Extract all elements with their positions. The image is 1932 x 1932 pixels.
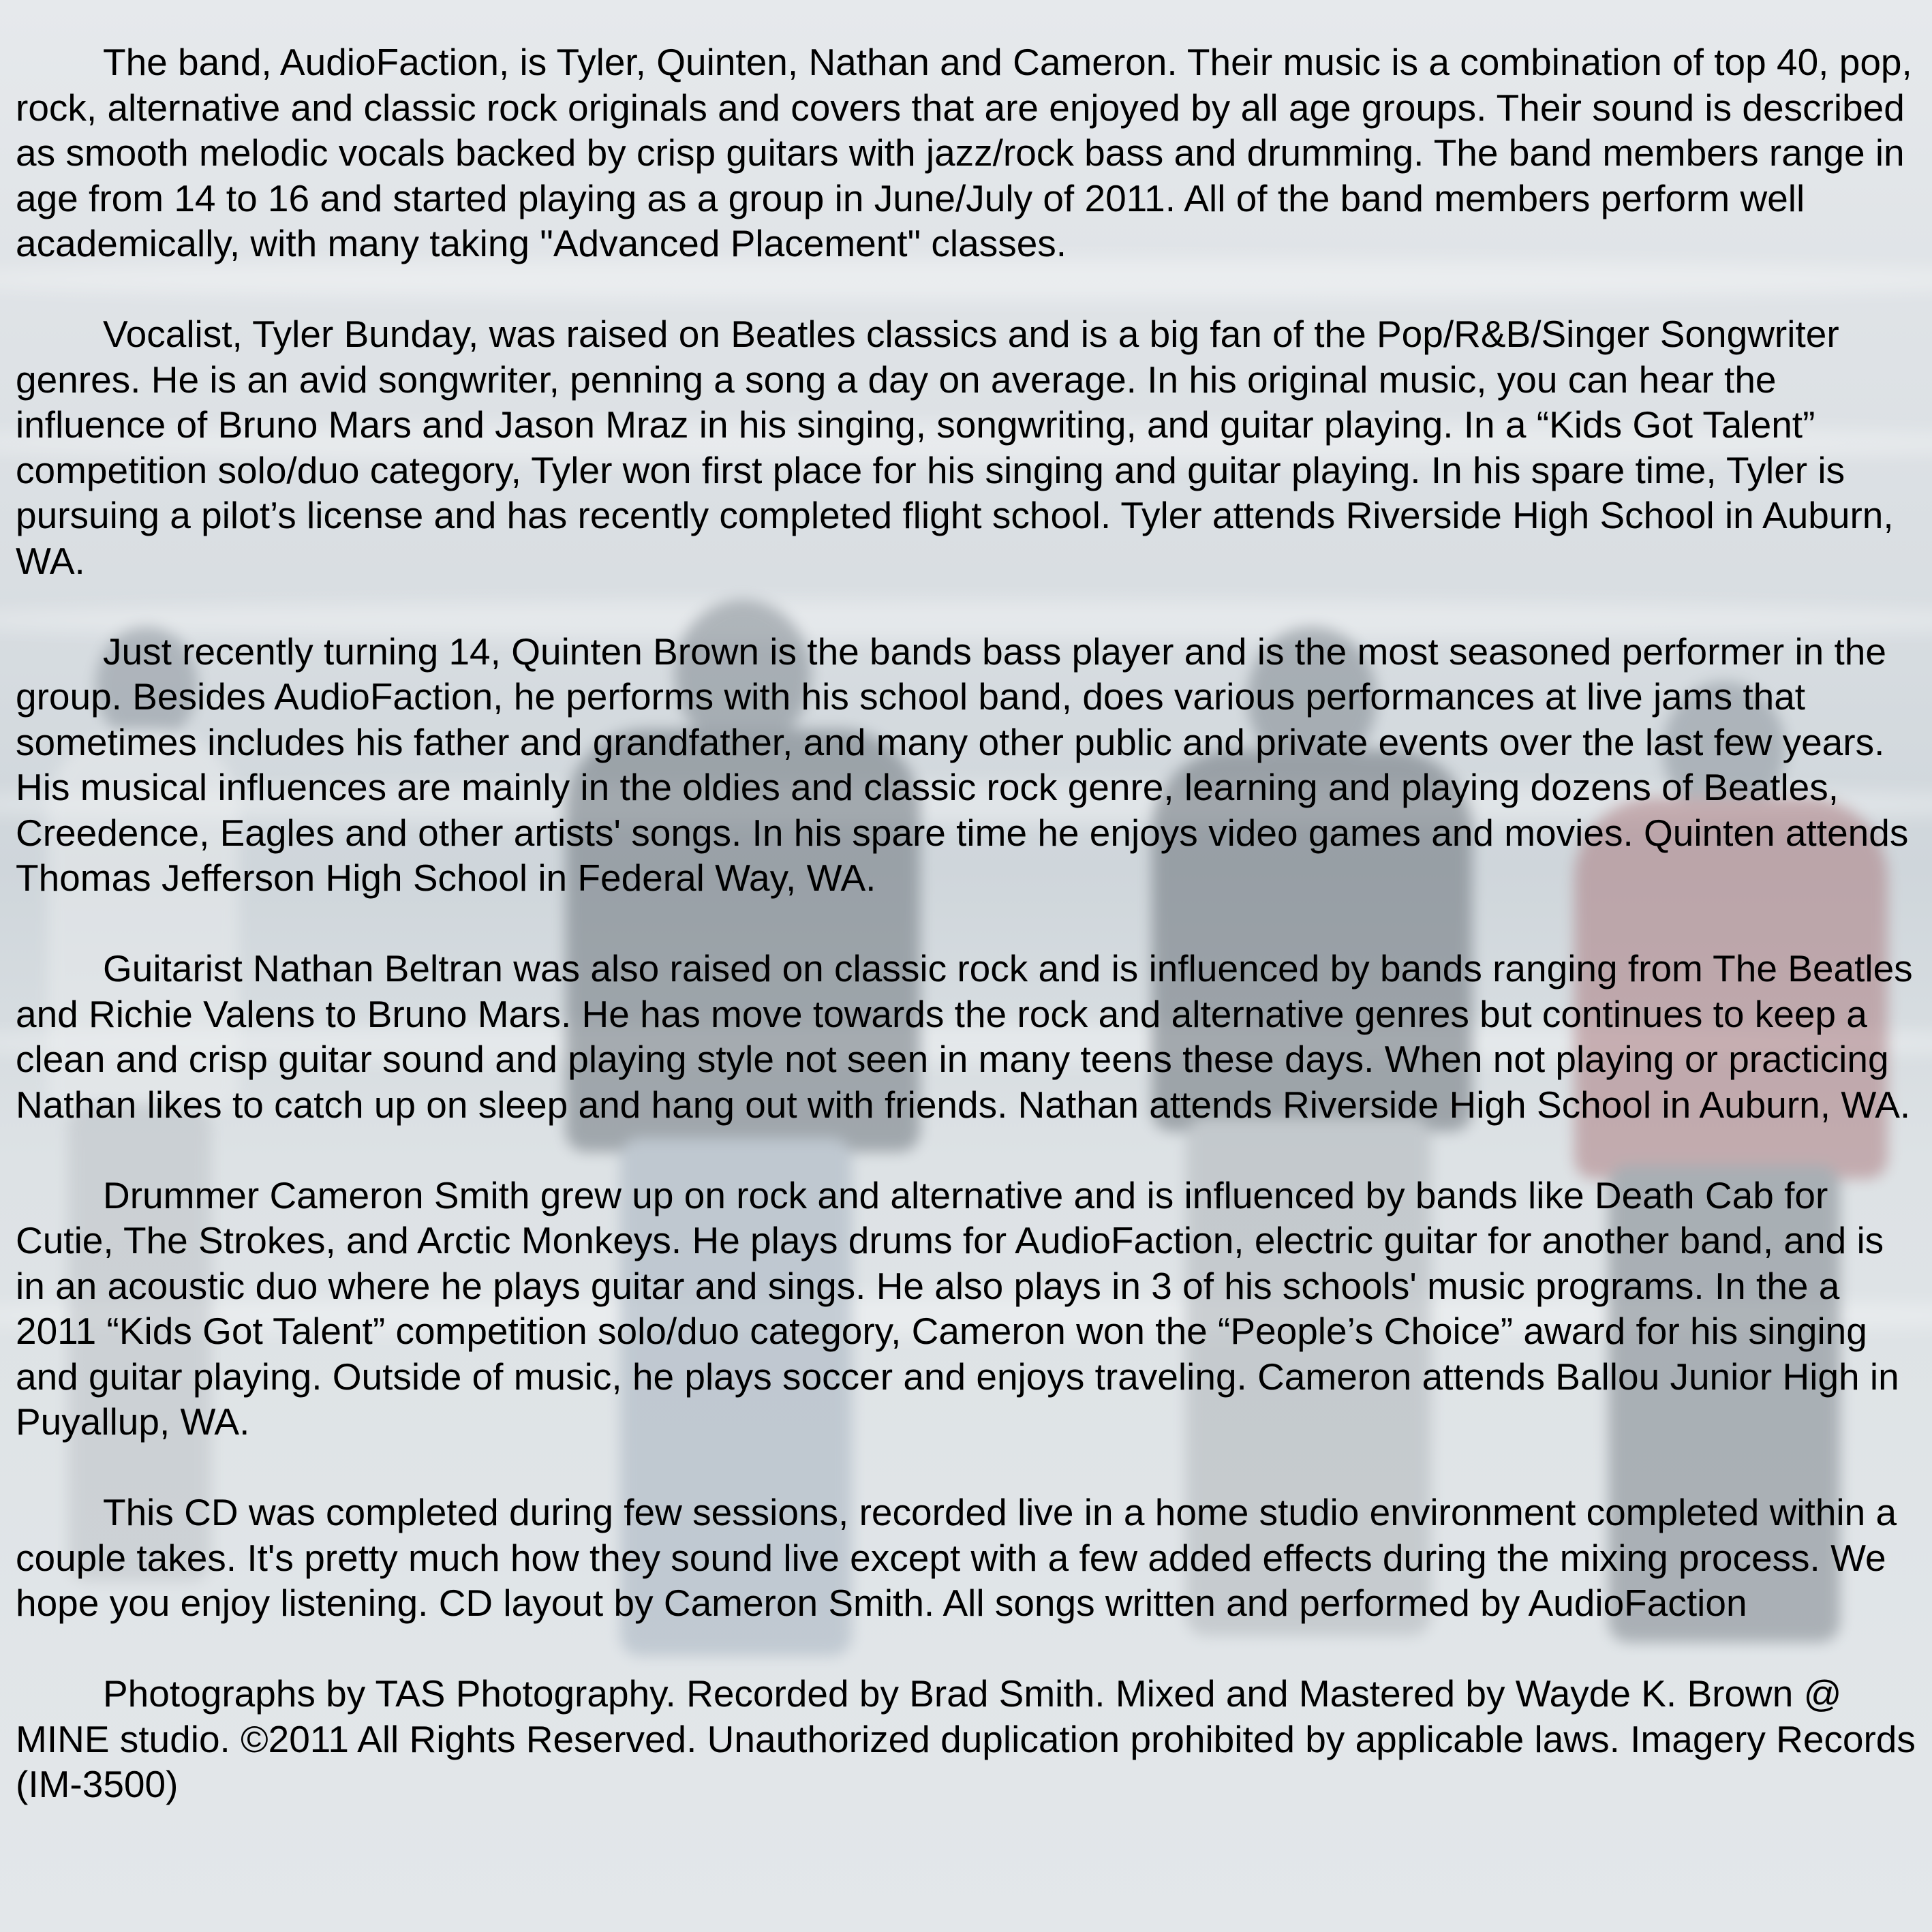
paragraph-cd-notes: This CD was completed during few sessions, recorded live in a home studio environment completed within a couple takes. It's pretty much how they sound live except with a few added effects during the mixing process. We hope you enjoy listening. CD layout by Cameron Smith. All songs written and performed by AudioFaction: [16, 1491, 1897, 1624]
paragraph-tyler-bio: Vocalist, Tyler Bunday, was raised on Beatles classics and is a big fan of the Pop/R&B/Singer Songwriter genres. He is an avid songwriter, penning a song a day on average. In his original music, you can hear the influence of Bruno Mars and Jason Mraz in his singing, songwriting, and guitar playing. In a “Kids Got Talent” competition solo/duo category, Tyler won first place for his singing and guitar playing. In his spare time, Tyler is pursuing a pilot’s license and has recently completed flight school. Tyler attends Riverside High School in Auburn, WA.: [16, 313, 1894, 582]
paragraph-cameron-bio: Drummer Cameron Smith grew up on rock and alternative and is influenced by bands like Death Cab for Cutie, The Strokes, and Arctic Monkeys. He plays drums for AudioFaction, electric guitar for another band, and is in an acoustic duo where he plays guitar and sings. He also plays in 3 of his schools' music programs. In the a 2011 “Kids Got Talent” competition solo/duo category, Cameron won the “People’s Choice” award for his singing and guitar playing. Outside of music, he plays soccer and enjoys traveling. Cameron attends Ballou Junior High in Puyallup, WA.: [16, 1174, 1899, 1443]
paragraph-credits: Photographs by TAS Photography. Recorded by Brad Smith. Mixed and Mastered by Wayde K. Brown @ MINE studio. ©2011 All Rights Reserved. Unauthorized duplication prohibited by applicable laws. Imagery Records (IM-3500): [16, 1672, 1916, 1805]
paragraph-quinten-bio: Just recently turning 14, Quinten Brown is the bands bass player and is the most seasoned performer in the group. Besides AudioFaction, he performs with his school band, does various performances at live jams that sometimes includes his father and grandfather, and many other public and private events over the last few years. His musical influences are mainly in the oldies and classic rock genre, learning and playing dozens of Beatles, Creedence, Eagles and other artists' songs. In his spare time he enjoys video games and movies. Quinten attends Thomas Jefferson High School in Federal Way, WA.: [16, 630, 1909, 899]
liner-notes-text: [16, 40, 1917, 1807]
paragraph-nathan-bio: Guitarist Nathan Beltran was also raised on classic rock and is influenced by bands ranging from The Beatles and Richie Valens to Bruno Mars. He has move towards the rock and alternative genres but continues to keep a clean and crisp guitar sound and playing style not seen in many teens these days. When not playing or practicing Nathan likes to catch up on sleep and hang out with friends. Nathan attends Riverside High School in Auburn, WA.: [16, 947, 1913, 1126]
paragraph-band-intro: The band, AudioFaction, is Tyler, Quinten, Nathan and Cameron. Their music is a combination of top 40, pop, rock, alternative and classic rock originals and covers that are enjoyed by all age groups. Their sound is described as smooth melodic vocals backed by crisp guitars with jazz/rock bass and drumming. The band members range in age from 14 to 16 and started playing as a group in June/July of 2011. All of the band members perform well academically, with many taking "Advanced Placement" classes.: [16, 41, 1912, 264]
